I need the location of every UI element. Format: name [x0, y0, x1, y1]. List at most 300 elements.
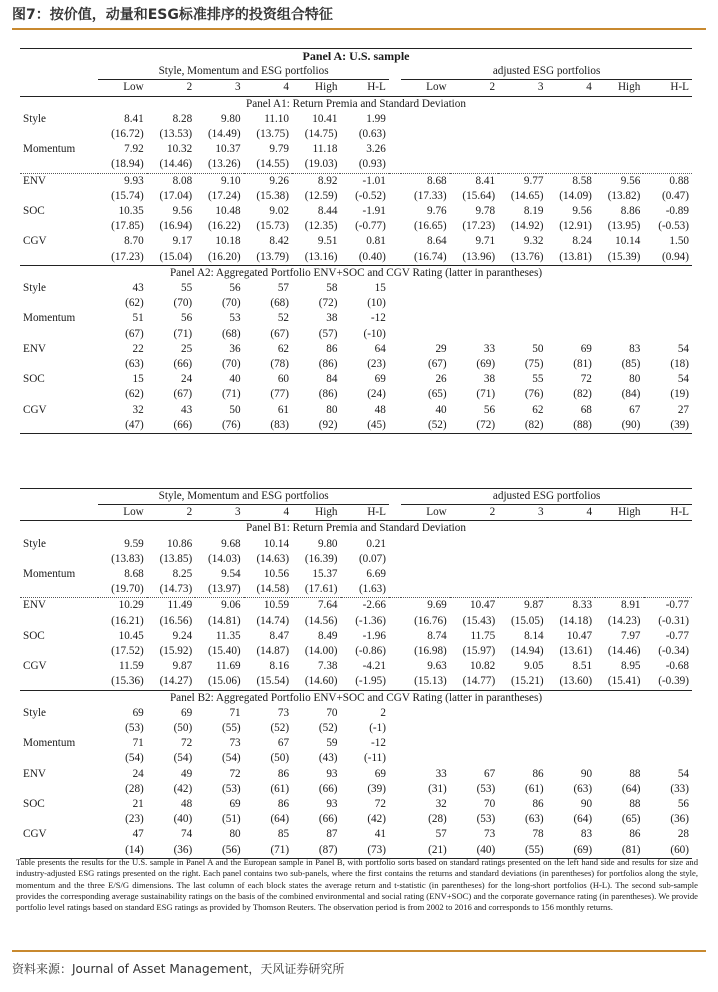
value-cell: 7.92: [124, 143, 144, 156]
value-cell: 87: [326, 828, 338, 841]
paren-cell: (16.98): [414, 645, 447, 658]
paren-cell: (14.00): [304, 645, 338, 658]
table-row-secondary: [20, 644, 692, 659]
group-gap: [389, 721, 401, 736]
value-cell: 10.47: [566, 629, 593, 642]
value-cell: 84: [326, 373, 338, 386]
column-header: 2: [450, 505, 498, 521]
value-cell: 68: [580, 403, 592, 416]
bottom-rule: [12, 950, 706, 952]
paren-cell: (-1.95): [341, 674, 389, 690]
paren-cell: (86): [318, 358, 338, 371]
group-gap: [389, 327, 401, 342]
value-cell: 40: [435, 403, 447, 416]
paren-cell: (14.18): [559, 614, 593, 627]
group-gap: [389, 157, 401, 173]
paren-cell: (53): [476, 813, 496, 826]
paren-cell: (14.27): [147, 674, 195, 690]
value-cell: 53: [229, 312, 241, 325]
value-cell: [644, 537, 692, 552]
column-header: High: [292, 505, 340, 521]
value-cell: [401, 736, 449, 751]
value-cell: 24: [132, 767, 144, 780]
value-cell: 83: [580, 828, 593, 841]
value-cell: 55: [180, 282, 193, 295]
value-cell: 80: [326, 403, 338, 416]
table-row-secondary: [20, 418, 692, 434]
paren-cell: (15.05): [511, 614, 544, 627]
paren-cell: (16.65): [414, 220, 447, 233]
value-cell: [498, 281, 546, 296]
paren-cell: (15.64): [462, 189, 496, 202]
row-label: Momentum: [23, 143, 76, 156]
table-row-secondary: [20, 219, 692, 234]
paren-cell: (19.70): [98, 582, 146, 598]
row-label: Style: [23, 282, 46, 295]
paren-cell: (69): [476, 358, 496, 371]
paren-cell: (43): [318, 752, 338, 765]
table-row: [20, 281, 692, 296]
group-gap: [389, 112, 401, 127]
paren-cell: (64): [270, 813, 290, 826]
paren-cell: (17.33): [414, 189, 447, 202]
value-cell: [450, 311, 498, 326]
paren-cell: (0.94): [643, 250, 692, 266]
column-header: 2: [147, 80, 195, 96]
row-label: CGV: [23, 235, 47, 248]
column-header: 4: [547, 505, 595, 521]
paren-cell: (16.39): [304, 552, 338, 565]
panel_b-sub1-title: Panel B1: Return Premia and Standard Deviation: [246, 522, 466, 535]
value-cell: [546, 142, 594, 157]
paren-cell: [644, 552, 692, 567]
paren-cell: (13.79): [244, 250, 292, 266]
paren-cell: (70): [221, 358, 241, 371]
table-row-secondary: [20, 357, 692, 372]
paren-cell: (15.13): [401, 674, 449, 690]
row-label: SOC: [23, 373, 45, 386]
paren-cell: (21): [401, 843, 449, 859]
paren-cell: (63): [125, 358, 144, 371]
paren-cell: (70): [173, 297, 193, 310]
paren-cell: (64): [573, 813, 593, 826]
paren-cell: [546, 296, 594, 311]
paren-cell: [450, 296, 498, 311]
value-cell: 1.99: [366, 112, 386, 125]
paren-cell: (67): [125, 327, 144, 340]
value-cell: [401, 112, 449, 127]
panel_a-caption: Panel A: U.S. sample: [20, 49, 692, 65]
paren-cell: (-0.77): [355, 220, 386, 233]
paren-cell: (15.39): [595, 250, 643, 266]
paren-cell: (14.55): [244, 157, 292, 173]
paren-cell: (17.23): [462, 220, 496, 233]
value-cell: 70: [484, 798, 496, 811]
value-cell: 10.14: [263, 537, 290, 550]
value-cell: 48: [181, 798, 193, 811]
value-cell: [595, 736, 643, 751]
paren-cell: (68): [221, 327, 241, 340]
value-cell: 10.45: [118, 629, 144, 642]
paren-cell: (14.58): [244, 582, 292, 598]
value-cell: 41: [374, 828, 386, 841]
value-cell: [401, 142, 449, 157]
paren-cell: [450, 127, 498, 142]
paren-cell: (17.61): [292, 582, 340, 598]
paren-cell: (65): [427, 388, 447, 401]
paren-cell: [547, 751, 595, 766]
paren-cell: (82): [498, 418, 546, 434]
top-rule: [12, 28, 706, 30]
panel_a-sub1-title: Panel A1: Return Premia and Standard Deviation: [246, 97, 466, 110]
value-cell: 10.41: [312, 112, 338, 125]
group-gap: [389, 505, 401, 521]
paren-cell: (15.40): [208, 645, 241, 658]
value-cell: 93: [326, 798, 338, 811]
paren-cell: [595, 327, 643, 342]
value-cell: 8.33: [572, 599, 593, 612]
paren-cell: (90): [595, 418, 643, 434]
value-cell: 25: [180, 342, 193, 355]
group-gap: [389, 189, 401, 204]
value-cell: 8.58: [572, 174, 592, 187]
row-label: Style: [23, 537, 46, 550]
value-cell: 10.35: [118, 205, 144, 218]
value-cell: [643, 311, 692, 326]
table-row: [20, 112, 692, 127]
paren-cell: (14.56): [304, 614, 338, 627]
value-cell: 61: [277, 403, 289, 416]
paren-cell: (85): [621, 358, 641, 371]
value-cell: 7.64: [317, 599, 338, 612]
paren-cell: [546, 157, 594, 173]
column-header: High: [292, 80, 340, 96]
value-cell: 10.29: [118, 599, 144, 612]
paren-cell: (17.85): [111, 220, 144, 233]
paren-cell: (14.75): [304, 128, 338, 141]
value-cell: 57: [277, 282, 289, 295]
table-row: [20, 567, 692, 582]
value-cell: 60: [277, 373, 289, 386]
paren-cell: (16.94): [159, 220, 193, 233]
value-cell: 86: [277, 767, 290, 780]
table-row: [20, 142, 692, 157]
paren-cell: (13.95): [607, 220, 641, 233]
value-cell: 9.87: [172, 660, 193, 673]
paren-cell: [401, 721, 449, 736]
table-row-secondary: [20, 250, 692, 266]
value-cell: 72: [229, 767, 241, 780]
value-cell: [547, 537, 595, 552]
value-cell: 62: [532, 403, 544, 416]
paren-cell: (14.46): [607, 645, 641, 658]
value-cell: 71: [229, 706, 241, 719]
value-cell: 9.80: [317, 537, 338, 550]
row-label: Style: [23, 706, 46, 719]
paren-cell: (55): [498, 843, 546, 859]
value-cell: [595, 537, 643, 552]
group-gap: [389, 64, 401, 80]
row-label-spacer: [20, 157, 98, 173]
row-label-spacer: [20, 296, 98, 311]
value-cell: -0.68: [665, 660, 689, 673]
column-header: Low: [401, 80, 449, 96]
paren-cell: (12.35): [304, 220, 338, 233]
value-cell: 9.51: [317, 235, 338, 248]
value-cell: -0.77: [665, 629, 689, 642]
value-cell: [546, 311, 594, 326]
value-cell: 9.59: [124, 537, 144, 550]
value-cell: 93: [326, 767, 338, 780]
row-label: Momentum: [23, 312, 76, 325]
value-cell: 38: [483, 373, 496, 386]
value-cell: 55: [532, 373, 544, 386]
paren-cell: (50): [270, 752, 290, 765]
value-cell: 8.47: [269, 629, 290, 642]
value-cell: 56: [483, 403, 496, 416]
value-cell: 8.64: [427, 235, 447, 248]
value-cell: 49: [181, 767, 193, 780]
value-cell: 9.06: [221, 599, 241, 612]
panel-a-table: [20, 48, 692, 434]
value-cell: 15: [132, 373, 144, 386]
value-cell: 8.19: [523, 205, 544, 218]
paren-cell: (14.94): [511, 645, 544, 658]
paren-cell: [595, 552, 643, 567]
paren-cell: (23): [367, 358, 386, 371]
panel_a-left-group: Style, Momentum and ESG portfolios: [98, 64, 389, 80]
value-cell: 8.68: [427, 174, 447, 187]
paren-cell: (-0.53): [658, 220, 689, 233]
table-row: [20, 827, 692, 842]
column-header: 3: [195, 80, 243, 96]
value-cell: 33: [483, 342, 496, 355]
panel_b-left-group: Style, Momentum and ESG portfolios: [98, 489, 389, 505]
table-row: [20, 403, 692, 418]
paren-cell: (54): [173, 752, 193, 765]
paren-cell: (15.36): [98, 674, 146, 690]
paren-cell: [644, 721, 692, 736]
group-gap: [389, 234, 401, 249]
column-header: Low: [98, 505, 146, 521]
paren-cell: (1.63): [341, 582, 389, 598]
paren-cell: (56): [195, 843, 243, 859]
column-header: High: [595, 80, 643, 96]
value-cell: 9.32: [523, 235, 544, 248]
paren-cell: (61): [525, 782, 544, 795]
value-cell: 22: [132, 342, 144, 355]
paren-cell: (67): [270, 327, 289, 340]
value-cell: 3.26: [366, 143, 386, 156]
paren-cell: (0.40): [340, 250, 388, 266]
table-row-secondary: [20, 327, 692, 342]
value-cell: 72: [374, 798, 386, 811]
value-cell: 8.86: [620, 205, 641, 218]
value-cell: 10.32: [166, 143, 193, 156]
paren-cell: (12.59): [304, 189, 338, 202]
paren-cell: (36): [670, 813, 689, 826]
value-cell: [547, 706, 595, 721]
group-gap: [389, 812, 401, 827]
paren-cell: (62): [125, 388, 144, 401]
paren-cell: (68): [270, 297, 289, 310]
table-row: [20, 767, 692, 782]
value-cell: 6.69: [366, 568, 386, 581]
table-row-secondary: [20, 387, 692, 402]
paren-cell: (15.43): [462, 614, 496, 627]
paren-cell: [401, 327, 449, 342]
value-cell: [643, 281, 692, 296]
paren-cell: (19.03): [292, 157, 340, 173]
column-header: 4: [546, 80, 594, 96]
group-gap: [389, 582, 401, 598]
row-label-spacer: [20, 782, 98, 797]
row-label: ENV: [23, 767, 46, 780]
group-gap: [389, 204, 401, 219]
value-cell: 86: [532, 767, 544, 780]
paren-cell: (13.81): [546, 250, 594, 266]
value-cell: 80: [629, 373, 641, 386]
table-row-secondary: [20, 782, 692, 797]
value-cell: 29: [435, 342, 447, 355]
paren-cell: (15.04): [147, 250, 195, 266]
column-header: H-L: [340, 80, 388, 96]
table-row: [20, 342, 692, 357]
value-cell: [547, 567, 595, 582]
value-cell: 32: [435, 798, 447, 811]
paren-cell: (73): [341, 843, 389, 859]
value-cell: 10.47: [470, 599, 496, 612]
value-cell: 56: [229, 282, 241, 295]
paren-cell: (13.75): [256, 128, 289, 141]
table-row: [20, 659, 692, 674]
paren-cell: (13.16): [292, 250, 340, 266]
group-gap: [389, 567, 401, 582]
paren-cell: (12.91): [559, 220, 592, 233]
paren-cell: (13.85): [159, 552, 193, 565]
value-cell: 27: [677, 403, 689, 416]
value-cell: 10.59: [263, 599, 290, 612]
value-cell: 69: [580, 342, 592, 355]
value-cell: 73: [229, 737, 241, 750]
paren-cell: [450, 157, 498, 173]
paren-cell: [595, 582, 643, 598]
value-cell: [450, 567, 498, 582]
row-label-spacer: [20, 674, 98, 690]
value-cell: 15: [374, 282, 386, 295]
value-cell: 9.71: [475, 235, 496, 248]
row-label: Style: [23, 112, 46, 125]
value-cell: 8.16: [269, 660, 290, 673]
value-cell: [595, 706, 643, 721]
paren-cell: (13.60): [547, 674, 595, 690]
paren-cell: (15.74): [111, 189, 144, 202]
value-cell: 9.93: [124, 174, 144, 187]
value-cell: 9.79: [269, 143, 289, 156]
value-cell: 8.51: [572, 660, 593, 673]
paren-cell: (-0.31): [658, 614, 689, 627]
value-cell: 9.26: [269, 174, 289, 187]
value-cell: 8.68: [124, 568, 144, 581]
paren-cell: (14.77): [450, 674, 498, 690]
source-line: 资料来源：Journal of Asset Management，天风证券研究所: [12, 962, 345, 976]
value-cell: 0.81: [366, 235, 386, 248]
value-cell: -12: [371, 737, 386, 750]
group-gap: [389, 552, 401, 567]
group-gap: [389, 797, 401, 812]
value-cell: 11.69: [215, 660, 241, 673]
value-cell: [450, 706, 498, 721]
value-cell: 8.41: [475, 174, 496, 187]
table-row: [20, 537, 692, 552]
table-row-secondary: [20, 614, 692, 629]
value-cell: 10.86: [167, 537, 193, 550]
value-cell: [595, 281, 643, 296]
group-gap: [389, 489, 401, 505]
paren-cell: (40): [450, 843, 498, 859]
column-header: 3: [498, 80, 546, 96]
group-gap: [389, 173, 401, 189]
paren-cell: (15.41): [595, 674, 643, 690]
value-cell: [498, 567, 546, 582]
paren-cell: [401, 751, 449, 766]
paren-cell: (-1): [369, 722, 386, 735]
value-cell: 8.28: [172, 112, 193, 125]
value-cell: [498, 142, 546, 157]
value-cell: 8.42: [269, 235, 289, 248]
row-label: SOC: [23, 629, 45, 642]
group-gap: [389, 372, 401, 387]
header-spacer: [20, 64, 98, 80]
value-cell: 26: [435, 373, 447, 386]
group-gap: [389, 403, 401, 418]
group-gap: [389, 674, 401, 690]
paren-cell: (76): [524, 388, 544, 401]
row-label-spacer: [20, 644, 98, 659]
value-cell: 48: [374, 403, 386, 416]
paren-cell: (66): [318, 782, 338, 795]
paren-cell: (15.97): [462, 645, 496, 658]
value-cell: 11.10: [264, 112, 289, 125]
value-cell: 9.24: [172, 629, 193, 642]
panel_a-sub2-title: Panel A2: Aggregated Portfolio ENV+SOC and CGV Rating (latter in parantheses): [169, 266, 543, 279]
paren-cell: (14.87): [256, 645, 290, 658]
paren-cell: (70): [221, 297, 241, 310]
paren-cell: [498, 751, 546, 766]
group-gap: [389, 387, 401, 402]
row-label: ENV: [23, 174, 46, 187]
paren-cell: (52): [270, 722, 290, 735]
value-cell: 88: [629, 767, 641, 780]
paren-cell: (17.24): [207, 189, 241, 202]
paren-cell: (71): [244, 843, 292, 859]
value-cell: [498, 112, 546, 127]
paren-cell: (13.97): [195, 582, 243, 598]
value-cell: 10.14: [615, 235, 641, 248]
table-row-secondary: [20, 812, 692, 827]
paren-cell: (19): [670, 388, 689, 401]
paren-cell: [643, 157, 692, 173]
value-cell: [546, 112, 594, 127]
group-gap: [389, 418, 401, 434]
table-row: [20, 372, 692, 387]
value-cell: 10.82: [470, 660, 496, 673]
value-cell: [498, 706, 546, 721]
paren-cell: (72): [318, 297, 338, 310]
paren-cell: (14.09): [559, 189, 592, 202]
paren-cell: (86): [318, 388, 338, 401]
paren-cell: (13.61): [559, 645, 593, 658]
